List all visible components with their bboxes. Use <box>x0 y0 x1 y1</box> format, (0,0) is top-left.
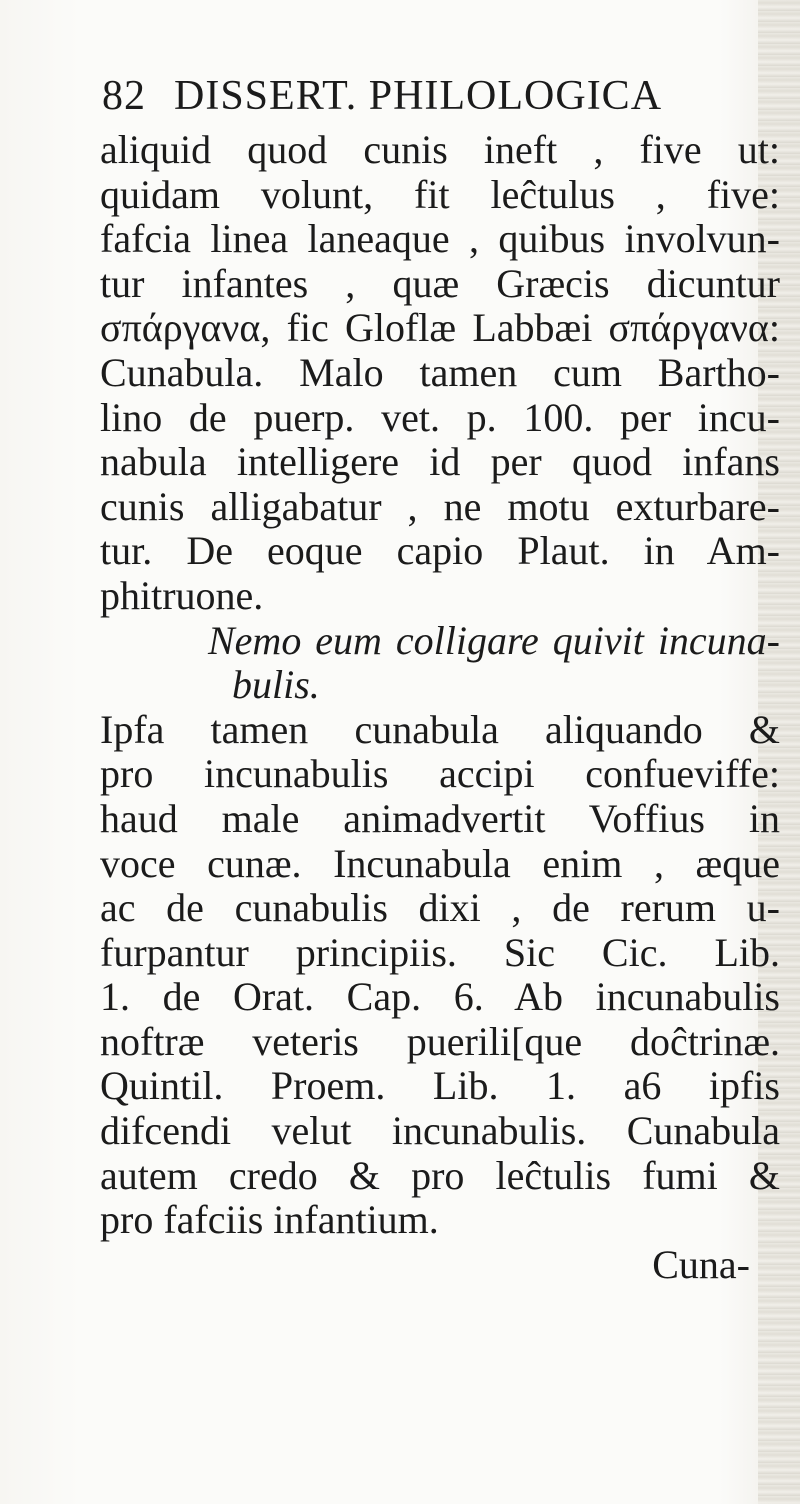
text-line: tur. De eoque capio Plaut. in Am- <box>100 529 780 574</box>
text-line: fafcia linea laneaque , quibus involvun- <box>100 217 780 262</box>
text-line: ac de cunabulis dixi , de rerum u- <box>100 886 780 931</box>
quotation-line: bulis. <box>232 663 320 708</box>
text-line: quidam volunt, fit leĉtulus , five: <box>100 172 780 217</box>
text-line: pro incunabulis accipi confueviffe: <box>100 752 780 797</box>
text-line: cunis alligabatur , ne motu exturbare- <box>100 484 780 529</box>
running-head <box>102 72 662 120</box>
quotation-line: Nemo eum colligare quivit incuna- <box>208 618 780 663</box>
text-line: tur infantes , quæ Græcis dicuntur <box>100 261 780 306</box>
text-line: Quintil. Proem. Lib. 1. a6 ipfis <box>100 1064 780 1109</box>
text-line: 1. de Orat. Cap. 6. Ab incunabulis <box>100 975 780 1020</box>
text-line: autem credo & pro leĉtulis fumi & <box>100 1153 780 1198</box>
text-line: σπάργανα, fic Gloflæ Labbæi σπάργανα: <box>100 306 780 351</box>
catchword: Cuna- <box>652 1242 750 1287</box>
text-line: lino de puerp. vet. p. 100. per incu- <box>100 395 780 440</box>
text-line: Ipfa tamen cunabula aliquando & <box>100 707 780 752</box>
text-line: furpantur principiis. Sic Cic. Lib. <box>100 930 780 975</box>
body-text <box>100 128 780 1287</box>
text-line: haud male animadvertit Voffius in <box>100 796 780 841</box>
text-line: voce cunæ. Incunabula enim , æque <box>100 841 780 886</box>
text-line: nabula intelligere id per quod infans <box>100 440 780 485</box>
text-line: noftræ veteris puerili[que doĉtrinæ. <box>100 1019 780 1064</box>
text-line: pro fafciis infantium. <box>100 1198 439 1243</box>
text-line: aliquid quod cunis ineft , five ut: <box>100 128 780 172</box>
text-line: Cunabula. Malo tamen cum Bartho- <box>100 350 780 395</box>
text-line: difcendi velut incunabulis. Cunabula <box>100 1109 780 1154</box>
running-title: DISSERT. PHILOLOGICA <box>174 73 663 119</box>
text-line: phitruone. <box>100 573 264 618</box>
page-number: 82 <box>102 73 146 119</box>
